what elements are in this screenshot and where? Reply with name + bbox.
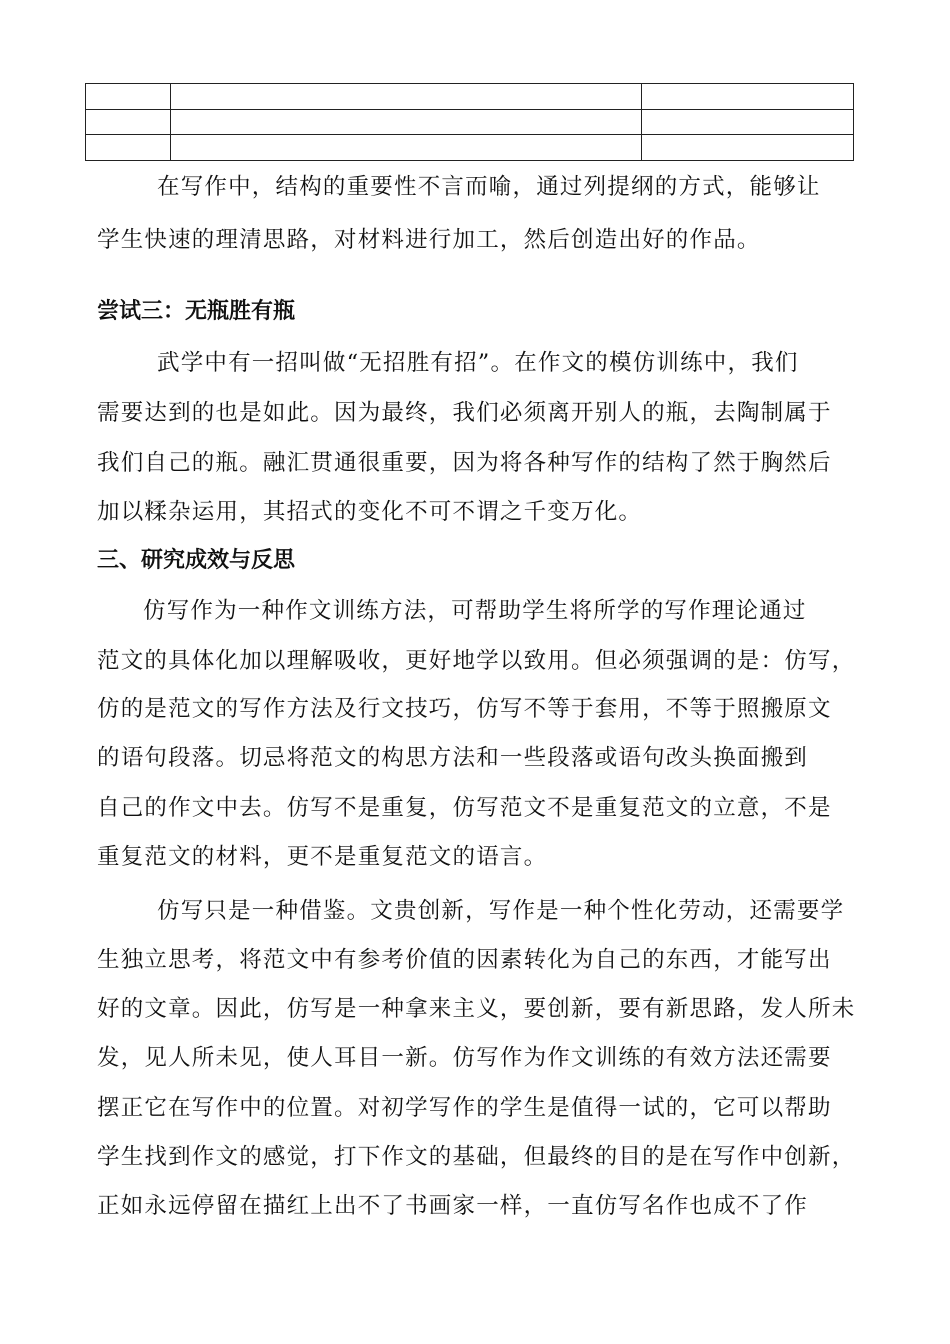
blank-table [85,83,854,161]
paragraph-line: 好的文章。因此，仿写是一种拿来主义，要创新，要有新思路，发人所未 [97,996,856,1022]
table-cell [86,135,171,161]
paragraph-line: 生独立思考，将范文中有参考价值的因素转化为自己的东西，才能写出 [97,947,832,973]
paragraph-line: 学生快速的理清思路，对材料进行加工，然后创造出好的作品。 [97,227,761,253]
paragraph-line: 范文的具体化加以理解吸收，更好地学以致用。但必须强调的是：仿写， [97,648,856,674]
table-cell [171,84,642,110]
paragraph-line: 仿的是范文的写作方法及行文技巧，仿写不等于套用，不等于照搬原文 [97,696,832,722]
table-row [86,135,854,161]
paragraph-line: 武学中有一招叫做“无招胜有招”。在作文的模仿训练中，我们 [157,350,799,376]
paragraph-line: 发，见人所未见，使人耳目一新。仿写作为作文训练的有效方法还需要 [97,1045,832,1071]
section-heading: 尝试三：无瓶胜有瓶 [97,299,296,324]
table-cell [642,109,854,135]
paragraph-line: 正如永远停留在描红上出不了书画家一样，一直仿写名作也成不了作 [97,1193,809,1219]
paragraph-line: 在写作中，结构的重要性不言而喻，通过列提纲的方式，能够让 [157,174,821,200]
paragraph-line: 摆正它在写作中的位置。对初学写作的学生是值得一试的，它可以帮助 [97,1095,832,1121]
paragraph-line: 重复范文的材料，更不是重复范文的语言。 [97,844,548,870]
section-heading: 三、研究成效与反思 [97,548,296,573]
paragraph-line: 我们自己的瓶。融汇贯通很重要，因为将各种写作的结构了然于胸然后 [97,450,832,476]
paragraph-line: 仿写作为一种作文训练方法，可帮助学生将所学的写作理论通过 [143,598,807,624]
paragraph-line: 自己的作文中去。仿写不是重复，仿写范文不是重复范文的立意，不是 [97,795,832,821]
table-cell [86,84,171,110]
table-cell [171,135,642,161]
table-row [86,84,854,110]
table-cell [86,109,171,135]
table-cell [171,109,642,135]
table-cell [642,135,854,161]
table-cell [642,84,854,110]
paragraph-line: 学生找到作文的感觉，打下作文的基础，但最终的目的是在写作中创新， [97,1144,856,1170]
paragraph-line: 的语句段落。切忌将范文的构思方法和一些段落或语句改头换面搬到 [97,745,809,771]
paragraph-line: 需要达到的也是如此。因为最终，我们必须离开别人的瓶，去陶制属于 [97,400,832,426]
table-row [86,109,854,135]
paragraph-line: 加以糅杂运用，其招式的变化不可不谓之千变万化。 [97,499,643,525]
paragraph-line: 仿写只是一种借鉴。文贵创新，写作是一种个性化劳动，还需要学 [157,898,845,924]
